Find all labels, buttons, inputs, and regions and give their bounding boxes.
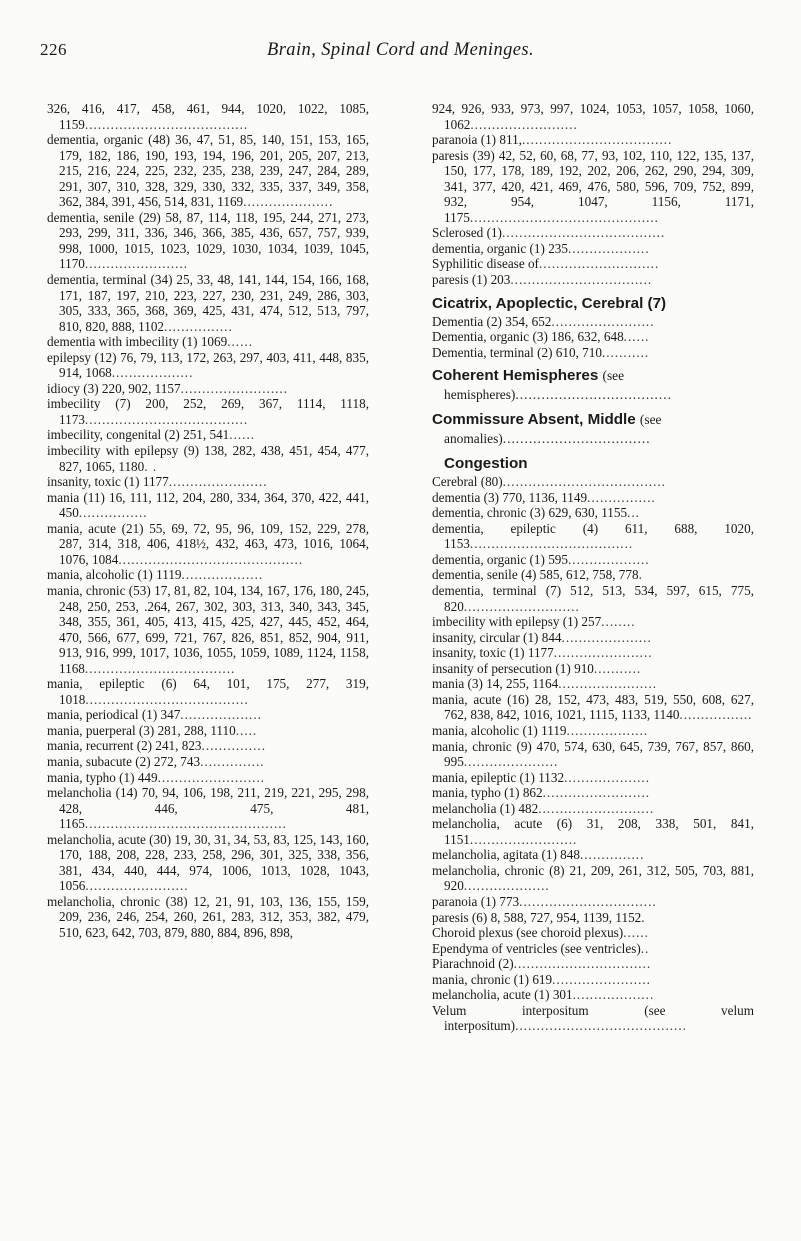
index-entry: [432, 490, 754, 506]
entry-text: mania, typho (1) 862: [432, 785, 543, 801]
dot-leader: ...........: [593, 660, 642, 676]
index-entry: [47, 334, 369, 350]
dot-leader: ...........................................: [118, 551, 304, 567]
dot-leader: . .: [144, 458, 158, 474]
entry-text: insanity, circular (1) 844: [432, 629, 562, 645]
entry-text: mania, acute (21) 55, 69, 72, 95, 96, 109, 152, 229, 278, 287, 314, 318, 406, 418½, 432, 463, 473, 1016, 1064, 1076, 1084: [47, 520, 369, 567]
index-entry: [432, 101, 754, 132]
index-entry: [432, 132, 754, 148]
entry-text: Ependyma of ventricles (see ventricles): [432, 940, 641, 956]
dot-leader: .........................: [470, 116, 578, 132]
entry-text: dementia, terminal (7) 512, 513, 534, 597, 615, 775, 820: [432, 583, 754, 614]
heading-text: Cicatrix, Apoplectic, Cerebral (7): [432, 294, 667, 312]
heading-text: Congestion: [444, 455, 528, 473]
dot-leader: .........................: [542, 785, 651, 801]
index-entry: [47, 272, 369, 334]
index-heading: [432, 454, 754, 473]
entry-text: imbecility with epilepsy (9) 138, 282, 438, 451, 454, 477, 827, 1065, 1180: [47, 443, 369, 474]
index-entry: [432, 847, 754, 863]
dot-leader: .: [638, 567, 643, 583]
dot-leader: .........................: [157, 769, 266, 785]
entry-text: melancholia, agitata (1) 848: [432, 847, 580, 863]
dot-leader: ......................................: [469, 536, 634, 552]
index-entry: [432, 474, 754, 490]
dot-leader: ........................: [551, 313, 655, 329]
index-entry: [432, 314, 754, 330]
index-entry: [432, 770, 754, 786]
entry-text: melancholia, acute (6) 31, 208, 338, 501, 841, 1151: [432, 816, 754, 847]
index-entry: [432, 256, 754, 272]
entry-text: mania, epileptic (1) 1132: [432, 769, 565, 785]
entry-text: melancholia (14) 70, 94, 106, 198, 211, 219, 221, 295, 298, 428, 446, 475, 481, 1165: [47, 785, 369, 832]
heading-text: Commissure Absent, Middle: [432, 411, 636, 429]
dot-leader: .........................: [180, 380, 288, 396]
dot-leader: ...................: [181, 567, 264, 583]
entry-text: Dementia, terminal (2) 610, 710: [432, 344, 602, 360]
entry-text: mania, epileptic (6) 64, 101, 175, 277, 319, 1018: [47, 676, 369, 707]
entry-text: insanity, toxic (1) 1177: [432, 645, 554, 661]
index-entry: [432, 661, 754, 677]
index-entry: [47, 210, 369, 272]
heading-see-reference: (see anomalies): [444, 412, 662, 447]
index-entry: [432, 567, 754, 583]
dot-leader: ...............................................: [84, 816, 287, 832]
entry-text: Piarachnoid (2): [432, 956, 514, 972]
dot-leader: ...............: [579, 847, 645, 863]
entry-text: paresis (6) 8, 588, 727, 954, 1139, 1152.: [432, 909, 645, 925]
dot-leader: ..: [640, 940, 650, 956]
dot-leader: ........: [601, 614, 636, 630]
index-entry: [432, 272, 754, 288]
dot-leader: ............................................: [469, 209, 659, 225]
entry-text: Velum interpositum (see velum interpositum): [432, 1002, 754, 1034]
dot-leader: ................: [78, 505, 148, 521]
index-entry: [47, 474, 369, 490]
index-entry: [432, 1003, 754, 1034]
dot-leader: ................: [587, 489, 656, 505]
dot-leader: ......................................: [501, 225, 666, 241]
index-entry: [47, 723, 369, 739]
dot-leader: .................................: [510, 272, 653, 288]
index-entry: [47, 676, 369, 707]
index-entry: [47, 583, 369, 676]
index-entry: [432, 972, 754, 988]
dot-leader: ................................: [513, 956, 652, 972]
index-entry: [47, 785, 369, 832]
entry-text: mania (11) 16, 111, 112, 204, 280, 334, 364, 370, 422, 441, 450: [47, 489, 369, 521]
index-entry: [432, 676, 754, 692]
index-entry: [432, 225, 754, 241]
index-entry: [47, 396, 369, 427]
dot-leader: ..................................: [502, 431, 651, 447]
entry-text: Cerebral (80): [432, 474, 503, 490]
entry-text: mania, acute (16) 28, 152, 473, 483, 519, 550, 608, 627, 762, 838, 842, 1016, 1021, 1115, 1133, 1140: [432, 691, 754, 723]
entry-text: dementia, organic (48) 36, 47, 51, 85, 140, 151, 153, 165, 179, 182, 186, 190, 193, 194, 196, 201, 205, 207, 213, 215, 216, 224, 225, 232, 235, 238, 239, 247, 284, 289, 291, 307, 310, 328, 329, 330, 332, 335, 337, 349, 358, 362, 384, 391, 456, 514, 831, 1169: [47, 132, 369, 210]
dot-leader: ...........................: [538, 800, 655, 816]
index-entry: [432, 521, 754, 552]
index-entry: [432, 329, 754, 345]
dot-leader: .......................: [168, 474, 268, 490]
running-title: Brain, Spinal Cord and Meninges.: [267, 40, 534, 60]
index-entry: [47, 707, 369, 723]
entry-text: 326, 416, 417, 458, 461, 944, 1020, 1022, 1085, 1159: [47, 101, 369, 132]
index-entry: [47, 381, 369, 397]
index-entry: [432, 956, 754, 972]
index-entry: [47, 427, 369, 443]
entry-text: epilepsy (12) 76, 79, 113, 172, 263, 297, 403, 411, 448, 835, 914, 1068: [47, 349, 369, 381]
entry-text: dementia, chronic (3) 629, 630, 1155: [432, 505, 628, 521]
page-header: [0, 40, 801, 68]
index-entry: [432, 801, 754, 817]
heading-see-reference: (see hemispheres): [444, 368, 625, 403]
index-entry: [47, 443, 369, 474]
dot-leader: .........................: [469, 831, 578, 847]
dot-leader: .......................: [553, 645, 653, 661]
entry-text: dementia (3) 770, 1136, 1149: [432, 489, 588, 505]
entry-text: paresis (1) 203: [432, 272, 511, 288]
index-entry: [432, 863, 754, 894]
index-heading: [432, 366, 754, 404]
entry-text: mania, subacute (2) 272, 743: [47, 753, 201, 769]
dot-leader: ...............: [201, 738, 266, 754]
dot-leader: ...................: [572, 987, 655, 1003]
entry-text: dementia, epileptic (4) 611, 688, 1020, 1153: [432, 520, 754, 552]
index-entry: [47, 754, 369, 770]
entry-text: melancholia, acute (30) 19, 30, 31, 34, 53, 83, 125, 143, 160, 170, 188, 208, 228, 233, 258, 296, 301, 325, 338, 356, 381, 434, 440, 444, 974, 1006, 1013, 1028, 1043, 1056: [47, 831, 369, 894]
entry-text: mania, alcoholic (1) 1119: [47, 567, 182, 583]
dot-leader: ......: [623, 329, 650, 345]
dot-leader: ........................: [84, 256, 189, 272]
index-entry: [47, 101, 369, 132]
dot-leader: ...................: [180, 707, 262, 723]
entry-text: mania, puerperal (3) 281, 288, 1110: [47, 722, 236, 738]
index-entry: [432, 692, 754, 723]
entry-text: dementia, organic (1) 595: [432, 551, 568, 567]
entry-text: Dementia, organic (3) 186, 632, 648: [432, 329, 624, 345]
index-entry: [47, 490, 369, 521]
index-entry: [432, 505, 754, 521]
index-entry: [432, 148, 754, 226]
index-entry: [47, 350, 369, 381]
left-column: [47, 101, 369, 941]
entry-text: dementia with imbecility (1) 1069: [47, 334, 228, 350]
dot-leader: ................: [164, 318, 233, 334]
index-entry: [432, 910, 754, 926]
dot-leader: .......................: [552, 971, 651, 987]
dot-leader: ................................: [519, 893, 657, 909]
index-entry: [432, 987, 754, 1003]
dot-leader: ......................................: [85, 691, 249, 707]
index-entry: [47, 521, 369, 568]
dot-leader: .....: [235, 722, 258, 738]
entry-text: imbecility with epilepsy (1) 257: [432, 614, 602, 630]
dot-leader: ...................................: [521, 132, 673, 148]
index-entry: [432, 925, 754, 941]
dot-leader: ...........: [601, 344, 650, 360]
dot-leader: ....................: [463, 878, 550, 894]
entry-text: melancholia, chronic (8) 21, 209, 261, 312, 505, 703, 881, 920: [432, 862, 754, 894]
entry-text: insanity, toxic (1) 1177: [47, 474, 169, 490]
index-entry: [432, 894, 754, 910]
entry-text: Choroid plexus (see choroid plexus): [432, 925, 624, 941]
entry-text: Sclerosed (1): [432, 225, 502, 241]
page-number: 226: [40, 40, 67, 59]
heading-text: Coherent Hemispheres: [432, 367, 599, 385]
index-entry: [47, 770, 369, 786]
entry-text: melancholia (1) 482: [432, 800, 539, 816]
index-entry: [432, 583, 754, 614]
index-heading: [432, 410, 754, 448]
dot-leader: ......: [227, 334, 253, 350]
dot-leader: ......................................: [84, 116, 249, 132]
dot-leader: ........................................: [515, 1018, 687, 1034]
entry-text: Syphilitic disease of: [432, 256, 539, 272]
dot-leader: ...................................: [84, 660, 236, 676]
entry-text: paresis (39) 42, 52, 60, 68, 77, 93, 102, 110, 122, 135, 137, 150, 177, 178, 189, 192, 202, 206, 262, 290, 294, 309, 341, 377, 420, 421, 469, 476, 580, 596, 709, 752, 899, 932, 954, 1047, 1156, 1171, 1175: [432, 147, 754, 225]
index-entry: [432, 785, 754, 801]
index-entry: [432, 552, 754, 568]
entry-text: dementia, organic (1) 235: [432, 240, 568, 256]
entry-text: mania, periodical (1) 347: [47, 707, 181, 723]
dot-leader: ........................: [85, 878, 189, 894]
dot-leader: ......: [623, 925, 649, 941]
entry-text: mania, chronic (1) 619: [432, 971, 553, 987]
index-entry: [432, 630, 754, 646]
index-entry: [432, 941, 754, 957]
entry-text: dementia, senile (29) 58, 87, 114, 118, 195, 244, 271, 273, 293, 299, 311, 336, 346, 366, 385, 436, 657, 757, 939, 998, 1000, 1015, 1023, 1029, 1030, 1034, 1039, 1045, 1170: [47, 209, 369, 272]
dot-leader: .....................: [243, 194, 334, 210]
dot-leader: .......................: [558, 676, 658, 692]
entry-text: imbecility, congenital (2) 251, 541: [47, 427, 230, 443]
index-entry: [432, 614, 754, 630]
right-column: [432, 101, 754, 1034]
index-heading: [432, 294, 754, 313]
dot-leader: ...................: [567, 240, 650, 256]
index-entry: [432, 645, 754, 661]
index-entry: [432, 739, 754, 770]
entry-text: imbecility (7) 200, 252, 269, 367, 1114, 1118, 1173: [47, 396, 369, 427]
index-entry: [47, 832, 369, 894]
index-entry: [47, 567, 369, 583]
dot-leader: ....................: [564, 769, 651, 785]
index-entry: [432, 816, 754, 847]
entry-text: paranoia (1) 773: [432, 893, 520, 909]
entry-text: melancholia, chronic (38) 12, 21, 91, 103, 136, 155, 159, 209, 236, 246, 254, 260, 261, 283, 312, 353, 382, 479, 510, 623, 642, 703, 879, 880, 884, 896, 898,: [47, 893, 369, 940]
index-entry: [432, 345, 754, 361]
index-entry: [432, 723, 754, 739]
dot-leader: ...........................: [463, 598, 580, 614]
entry-text: mania, alcoholic (1) 1119: [432, 722, 567, 738]
entry-text: mania (3) 14, 255, 1164: [432, 676, 559, 692]
entry-text: dementia, terminal (34) 25, 33, 48, 141, 144, 154, 166, 168, 171, 187, 197, 210, 223, 227, 230, 231, 249, 286, 303, 305, 333, 365, 368, 369, 425, 431, 474, 512, 513, 797, 810, 820, 888, 1102: [47, 272, 369, 334]
dot-leader: ...................: [111, 365, 194, 381]
index-entry: [47, 132, 369, 210]
entry-text: mania, recurrent (2) 241, 823: [47, 738, 202, 754]
entry-text: dementia, senile (4) 585, 612, 758, 778: [432, 567, 639, 583]
index-entry: [432, 241, 754, 257]
dot-leader: ......................................: [502, 474, 666, 490]
dot-leader: ...................: [566, 722, 649, 738]
index-entry: [47, 894, 369, 941]
entry-text: Dementia (2) 354, 652: [432, 313, 552, 329]
dot-leader: .....................: [561, 629, 652, 645]
dot-leader: ......: [229, 427, 256, 443]
dot-leader: .................: [679, 707, 753, 723]
dot-leader: ....................................: [515, 387, 672, 403]
dot-leader: ......................: [463, 754, 559, 770]
entry-text: insanity of persecution (1) 910: [432, 660, 594, 676]
index-entry: [47, 738, 369, 754]
dot-leader: ...................: [567, 551, 650, 567]
entry-text: 924, 926, 933, 973, 997, 1024, 1053, 1057, 1058, 1060, 1062: [432, 101, 754, 132]
dot-leader: ...: [627, 505, 640, 521]
dot-leader: ............................: [538, 256, 660, 272]
entry-text: paranoia (1) 811,: [432, 132, 522, 148]
dot-leader: ......................................: [84, 411, 249, 427]
dot-leader: ...............: [200, 753, 265, 769]
entry-text: mania, chronic (9) 470, 574, 630, 645, 739, 767, 857, 860, 995: [432, 738, 754, 770]
entry-text: mania, chronic (53) 17, 81, 82, 104, 134, 167, 176, 180, 245, 248, 250, 253, .264, 267, 302, 303, 313, 340, 343, 345, 348, 355, 361, 405, 413, 415, 425, 427, 445, 452, 464, 470, 566, 677, 699, 721, 767, 826, 851, 852, 904, 911, 913, 916, 999, 1017, 1036, 1055, 1059, 1089, 1124, 1158, 1168: [47, 582, 369, 676]
entry-text: mania, typho (1) 449: [47, 769, 158, 785]
entry-text: melancholia, acute (1) 301: [432, 987, 573, 1003]
entry-text: idiocy (3) 220, 902, 1157: [47, 380, 181, 396]
